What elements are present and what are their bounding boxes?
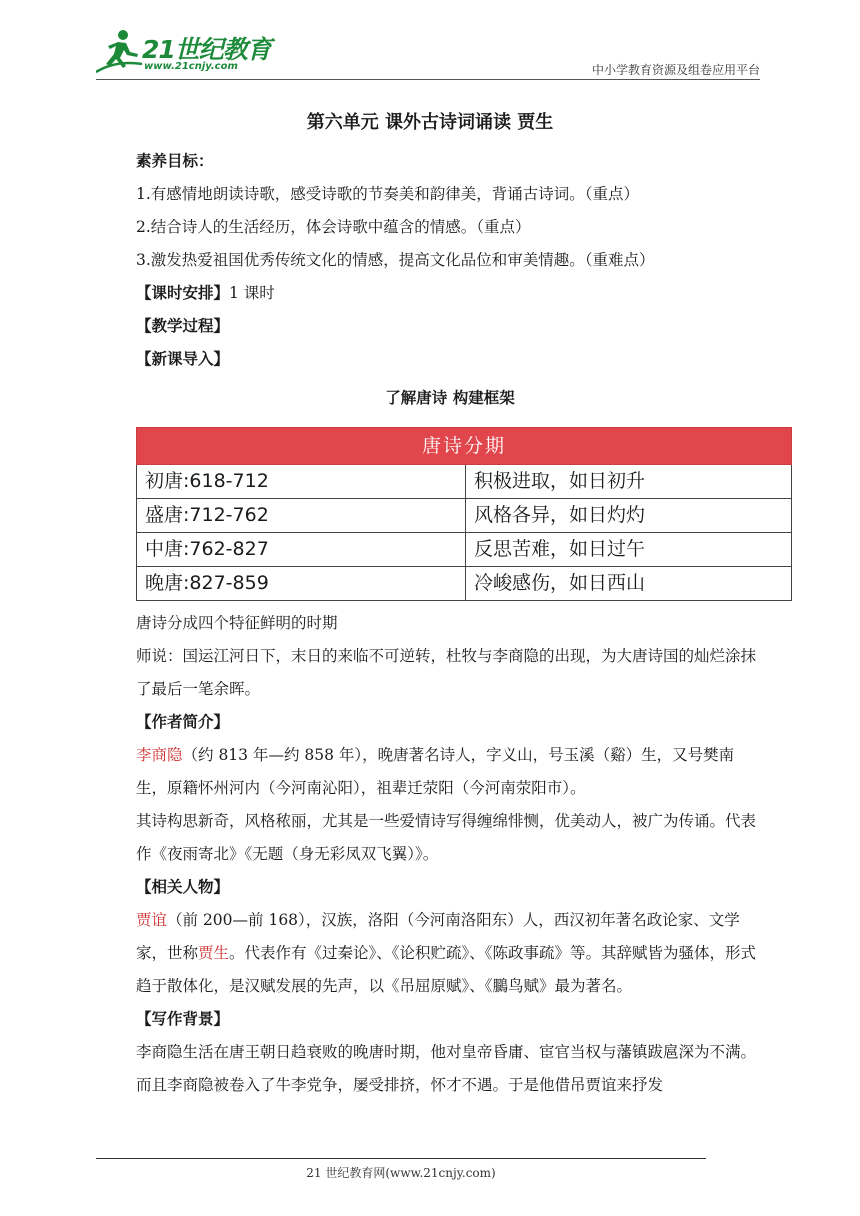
goals-heading: 素养目标： — [136, 152, 214, 170]
table-row — [137, 533, 792, 567]
table-header: 唐诗分期 — [137, 428, 792, 465]
author-intro — [136, 739, 764, 805]
logo — [96, 28, 271, 76]
author-text-1: （约 813 年—约 858 年），晚唐著名诗人，字义山，号玉溪（谿）生，又号樊南生，原籍怀州河内（今河南沁阳），祖辈迁荥阳（今河南荥阳市）。 — [136, 746, 735, 797]
desc-cell: 冷峻感伤，如日西山 — [466, 567, 792, 601]
section-subtitle: 了解唐诗 构建框架 — [385, 389, 515, 407]
table-row — [137, 465, 792, 499]
tang-periods-table — [136, 427, 792, 601]
runner-logo-icon — [96, 28, 144, 74]
desc-cell: 积极进取，如日初升 — [466, 465, 792, 499]
goal-item-3: 3.激发热爱祖国优秀传统文化的情感，提高文化品位和审美情趣。（重难点） — [136, 251, 655, 269]
teacher-remark: 师说：国运江河日下，末日的来临不可逆转，杜牧与李商隐的出现，为大唐诗国的灿烂涂抹了最后一笔余晖。 — [136, 647, 757, 698]
table-row — [137, 567, 792, 601]
goal-item-2: 2.结合诗人的生活经历，体会诗歌中蕴含的情感。（重点） — [136, 218, 531, 236]
background-label: 【写作背景】 — [136, 1010, 230, 1028]
schedule-line — [136, 277, 764, 310]
page-header — [96, 28, 760, 80]
related-intro — [136, 904, 764, 1003]
period-cell: 初唐:618-712 — [137, 465, 466, 499]
logo-url: www.21cnjy.com — [144, 61, 238, 72]
related-name: 贾谊 — [136, 911, 168, 929]
author-works: 其诗构思新奇，风格秾丽，尤其是一些爱情诗写得缠绵悱恻，优美动人，被广为传诵。代表作《夜雨寄北》《无题（身无彩凤双飞翼）》。 — [136, 812, 757, 863]
desc-cell: 风格各异，如日灼灼 — [466, 499, 792, 533]
author-name: 李商隐 — [136, 746, 183, 764]
period-cell: 晚唐:827-859 — [137, 567, 466, 601]
process-label: 【教学过程】 — [136, 317, 230, 335]
goal-item-1: 1.有感情地朗读诗歌，感受诗歌的节奏美和韵律美，背诵古诗词。（重点） — [136, 185, 640, 203]
page-title: 第六单元 课外古诗词诵读 贾生 — [306, 112, 554, 133]
related-label: 【相关人物】 — [136, 878, 230, 896]
related-text-a: （前 200—前 168），汉族，洛阳（今河南洛阳东）人，西汉初年著名政论家、文学家，世称 — [136, 911, 740, 962]
related-name-2: 贾生 — [198, 944, 230, 962]
platform-name: 中小学教育资源及组卷应用平台 — [591, 63, 760, 77]
table-caption: 唐诗分成四个特征鲜明的时期 — [136, 614, 338, 632]
footer-divider — [96, 1158, 706, 1159]
related-text-b: 。代表作有《过秦论》、《论积贮疏》、《陈政事疏》等。其辞赋皆为骚体，形式趋于散体化，是汉赋发展的先声，以《吊屈原赋》、《鵩鸟赋》最为著名。 — [136, 944, 757, 995]
page-footer: 21 世纪教育网(www.21cnjy.com) — [306, 1166, 496, 1180]
desc-cell: 反思苦难，如日过午 — [466, 533, 792, 567]
table-row — [137, 499, 792, 533]
author-label: 【作者简介】 — [136, 713, 230, 731]
period-cell: 中唐:762-827 — [137, 533, 466, 567]
background-text: 李商隐生活在唐王朝日趋衰败的晚唐时期，他对皇帝昏庸、宦官当权与藩镇跋扈深为不满。而且李商隐被卷入了牛李党争，屡受排挤，怀才不遇。于是他借吊贾谊来抒发 — [136, 1043, 757, 1094]
document-body — [136, 145, 764, 1102]
intro-label: 【新课导入】 — [136, 350, 230, 368]
schedule-value: 1 课时 — [229, 284, 275, 302]
schedule-label: 【课时安排】 — [136, 284, 230, 302]
header-divider — [96, 79, 760, 80]
period-cell: 盛唐:712-762 — [137, 499, 466, 533]
logo-text: 21世纪教育 — [142, 35, 271, 64]
